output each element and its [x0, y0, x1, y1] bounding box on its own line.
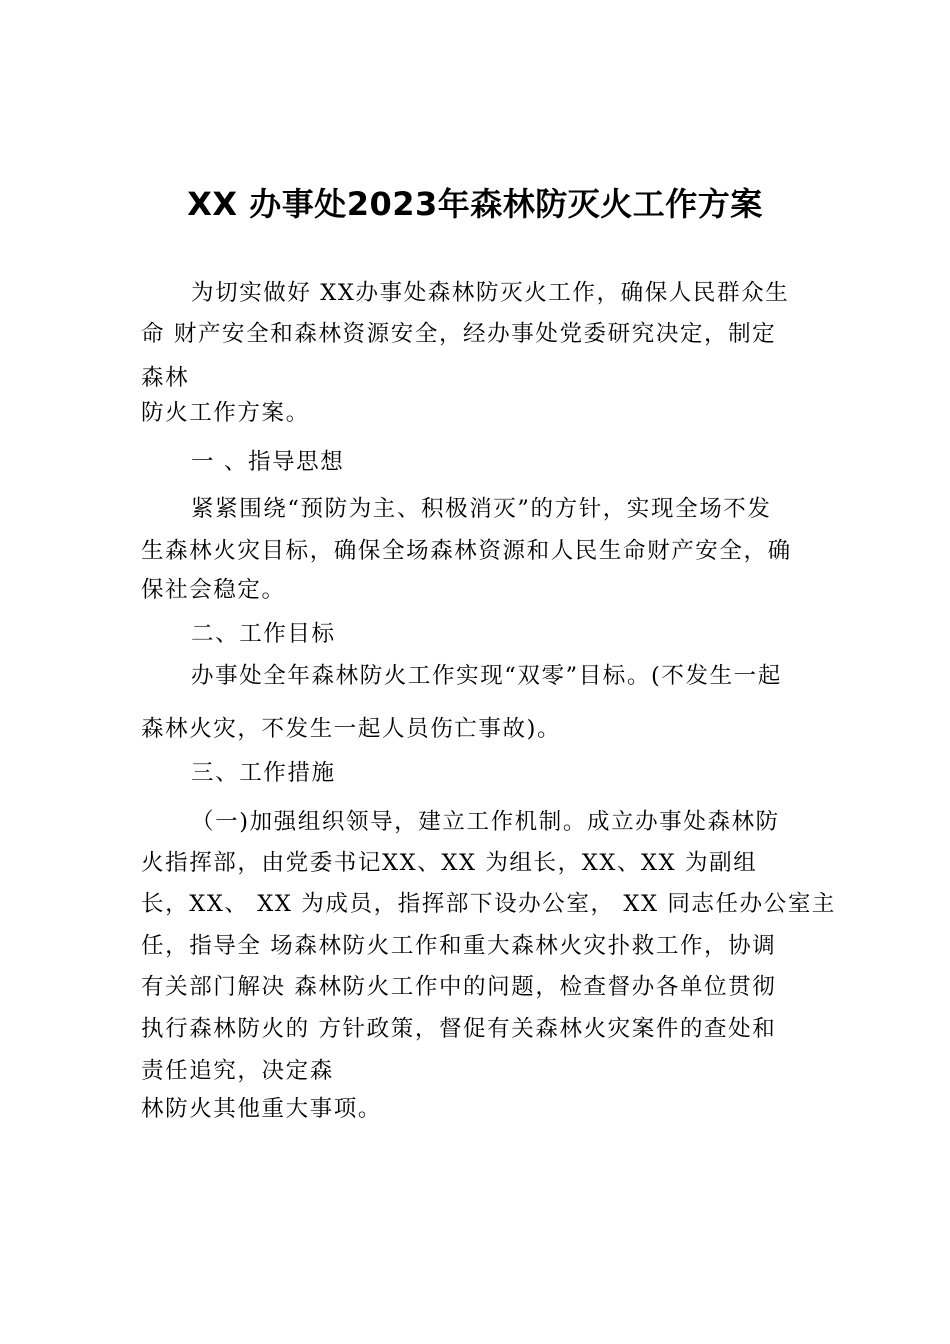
paragraph-line: 保社会稳定。	[141, 577, 286, 603]
paragraph-line: 森林火灾，不发生一起人员伤亡事故)。	[141, 716, 562, 742]
paragraph-line: （一)加强组织领导，建立工作机制。成立办事处森林防	[191, 809, 780, 835]
paragraph-line: 火指挥部，由党委书记XX、XX 为组长，XX、XX 为副组	[141, 850, 758, 876]
section-heading: 二、工作目标	[191, 621, 336, 647]
section-heading: 一 、指导思想	[191, 449, 345, 475]
paragraph-line: 生森林火灾目标，确保全场森林资源和人民生命财产安全，确	[141, 538, 792, 564]
paragraph-line: 命 财产安全和森林资源安全，经办事处党委研究决定，制定	[141, 321, 777, 347]
paragraph-line: 长，XX、 XX 为成员，指挥部下设办公室， XX 同志任办公室主	[141, 891, 837, 917]
document-title: XX 办事处2023年森林防灭火工作方案	[187, 185, 763, 223]
paragraph-line: 有关部门解决 森林防火工作中的问题，检查督办各单位贯彻	[141, 974, 777, 1000]
paragraph-line: 为切实做好 XX办事处森林防灭火工作，确保人民群众生	[191, 280, 790, 306]
paragraph-line: 任，指导全 场森林防火工作和重大森林火灾扑救工作，协调	[141, 933, 777, 959]
paragraph-line: 森林	[141, 365, 190, 391]
paragraph-line: 林防火其他重大事项。	[141, 1096, 383, 1122]
paragraph-line: 紧紧围绕“预防为主、积极消灭”的方针，实现全场不发	[191, 496, 772, 522]
paragraph-line: 责任追究，决定森	[141, 1058, 334, 1084]
paragraph-line: 防火工作方案。	[141, 400, 310, 426]
paragraph-line: 执行森林防火的 方针政策，督促有关森林火灾案件的查处和	[141, 1016, 777, 1042]
section-heading: 三、工作措施	[191, 760, 336, 786]
paragraph-line: 办事处全年森林防火工作实现“双零”目标。(不发生一起	[191, 663, 782, 689]
